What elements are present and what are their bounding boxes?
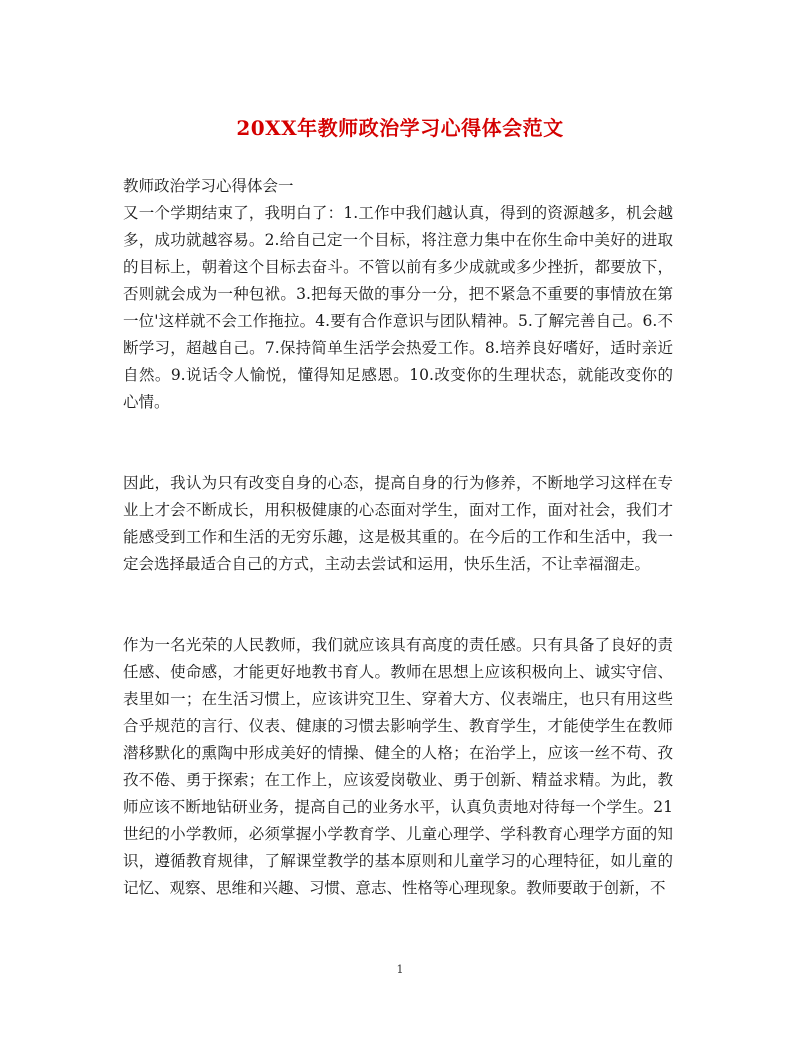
paragraph-3: 作为一名光荣的人民教师，我们就应该具有高度的责任感。只有具备了良好的责任感、使命感，才能更好地教书育人。教师在思想上应该积极向上、诚实守信、表里如一；在生活习惯上，应该讲究卫生、穿着大方、仪表端庄，也只有用这些合乎规范的言行、仪表、健康的习惯去影响学生、教育学生，才能使学生在教师潜移默化的熏陶中形成美好的情操、健全的人格；在治学上，应该一丝不苟、孜孜不倦、勇于探索；在工作上，应该爱岗敬业、勇于创新、精益求精。为此，教师应该不断地钻研业务，提高自己的业务水平，认真负责地对待每一个学生。21世纪的小学教师，必须掌握小学教育学、儿童心理学、学科教育心理学方面的知识，遵循教育规律，了解课堂教学的基本原则和儿童学习的心理特征，如儿童的记忆、观察、思维和兴趣、习惯、意志、性格等心理现象。教师要敢于创新，不	[123, 636, 673, 897]
paragraph-gap	[123, 605, 673, 632]
paragraph-2: 因此，我认为只有改变自身的心态，提高自身的行为修养，不断地学习这样在专业上才会不断成长，用积极健康的心态面对学生，面对工作，面对社会，我们才能感受到工作和生活的无穷乐趣，这是极其重的。在今后的工作和生活中，我一定会选择最适合自己的方式，主动去尝试和运用，快乐生活，不让幸福溜走。	[123, 474, 673, 573]
section-subheading: 教师政治学习心得体会一	[123, 177, 294, 195]
paragraph-1: 又一个学期结束了，我明白了：1.工作中我们越认真，得到的资源越多，机会越多，成功就越容易。2.给自己定一个目标，将注意力集中在你生命中美好的进取的目标上，朝着这个目标去奋斗。不管以前有多少成就或多少挫折，都要放下，否则就会成为一种包袱。3.把每天做的事分一分，把不紧急不重要的事情放在第一位'这样就不会工作拖拉。4.要有合作意识与团队精神。5.了解完善自己。6.不断学习，超越自己。7.保持简单生活学会热爱工作。8.培养良好嗜好，适时亲近自然。9.说话令人愉悦，懂得知足感恩。10.改变你的生理状态，就能改变你的心情。	[123, 204, 673, 411]
page-number: 1	[396, 963, 404, 976]
document-title: 20XX年教师政治学习心得体会范文	[236, 116, 564, 140]
paragraph-gap	[123, 416, 673, 443]
document-body	[123, 173, 673, 902]
paragraph-gap	[123, 443, 673, 470]
paragraph-gap	[123, 578, 673, 605]
